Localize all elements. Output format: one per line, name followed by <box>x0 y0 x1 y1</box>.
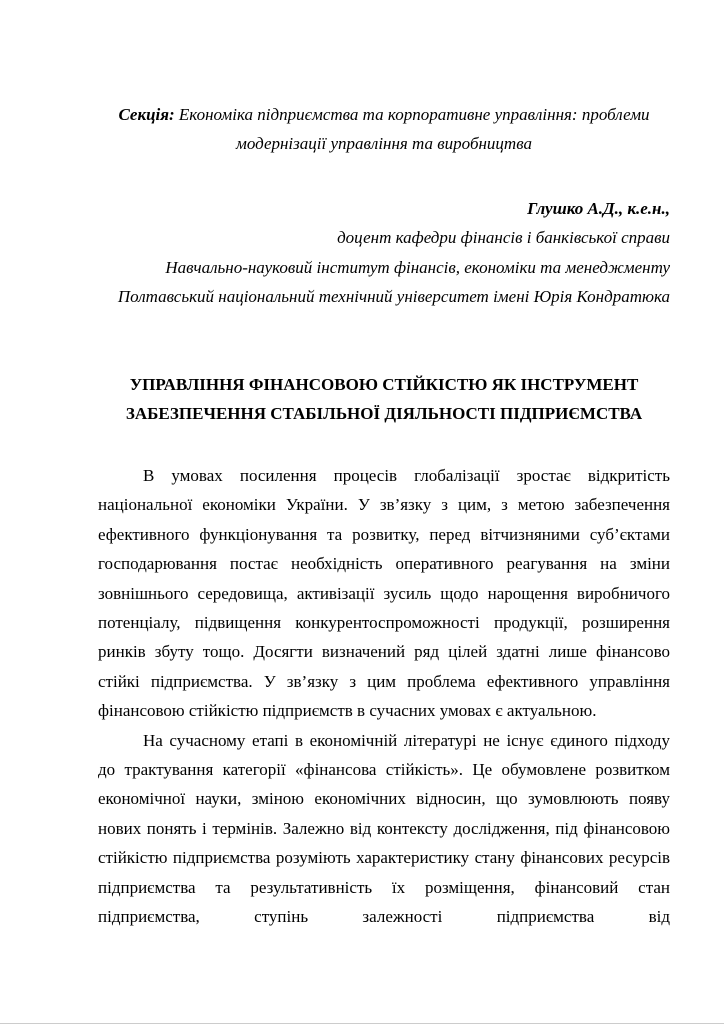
paragraph: В умовах посилення процесів глобалізації зростає відкритість національної економіки України. У зв’язку з цим, з метою забезпечення ефективного функціонування та розвитку, перед вітчизняними суб’єктами господарювання постає необхідність оперативного реагування на зміни зовнішнього середовища, активізації зусиль щодо нарощення виробничого потенціалу, підвищення конкурентоспроможності продукції, розширення ринків збуту тощо. Досягти визначений ряд цілей здатні лише фінансово стійкі підприємства. У зв’язку з цим проблема ефективного управління фінансовою стійкістю підприємств в сучасних умовах є актуальною. <box>98 466 670 721</box>
author-university: Полтавський національний технічний університет імені Юрія Кондратюка <box>117 287 670 307</box>
paper-body <box>98 461 670 932</box>
section-heading <box>98 100 670 159</box>
paper-title: УПРАВЛІННЯ ФІНАНСОВОЮ СТІЙКІСТЮ ЯК ІНСТРУМЕНТ ЗАБЕЗПЕЧЕННЯ СТАБІЛЬНОЇ ДІЯЛЬНОСТІ ПІДПРИЄМСТВА <box>125 375 643 424</box>
section-text: Економіка підприємства та корпоративне управління: проблеми модернізації управління та виробництва <box>178 105 650 154</box>
author-position: доцент кафедри фінансів і банківської справи <box>337 228 670 248</box>
author-name: Глушко А.Д., к.е.н., <box>527 199 670 218</box>
paragraph: На сучасному етапі в економічній літературі не існує єдиного підходу до трактування категорії «фінансова стійкість». Це обумовлене розвитком економічної науки, зміною економічних відносин, що зумовлюють появу нових понять і термінів. Залежно від контексту дослідження, під фінансовою стійкістю підприємства розуміють характеристику стану фінансових ресурсів підприємства та результативність їх розміщення, фінансовий стан підприємства, ступінь залежності підприємства від <box>98 730 670 927</box>
author-block <box>98 194 670 312</box>
section-label: Секція: <box>118 105 175 124</box>
author-institute: Навчально-науковий інститут фінансів, економіки та менеджменту <box>165 257 670 277</box>
